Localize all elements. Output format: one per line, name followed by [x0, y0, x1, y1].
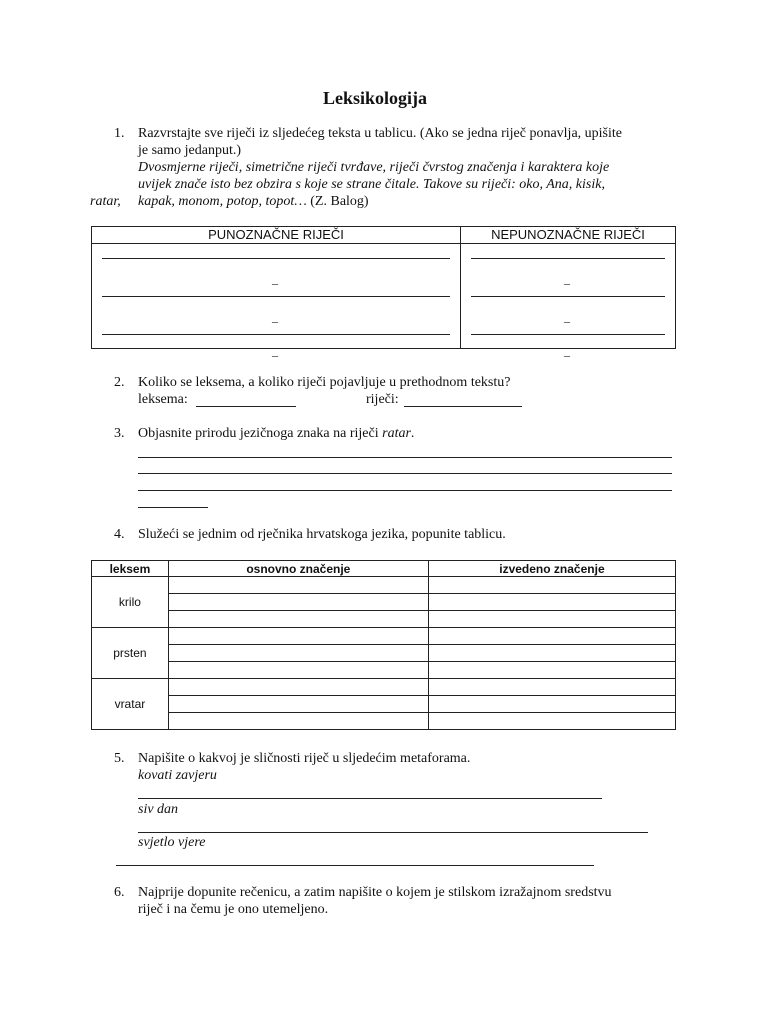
page-title: Leksikologija: [323, 88, 428, 108]
table-cell[interactable]: [428, 594, 675, 611]
q3-text-main: Objasnite prirodu jezičnoga znaka na riječi: [138, 426, 379, 441]
punoznacne-answer-cell[interactable]: [92, 244, 461, 358]
q2-text: Koliko se leksema, a koliko riječi pojavljuje u prethodnom tekstu?: [138, 375, 511, 390]
dash: _: [272, 344, 278, 358]
table-cell[interactable]: [168, 679, 428, 696]
q3-answer-line[interactable]: [138, 473, 672, 474]
header-izvedeno: izvedeno značenje: [428, 561, 675, 577]
q1-source: (Z. Balog): [310, 194, 369, 209]
header-osnovno: osnovno značenje: [168, 561, 428, 577]
table-cell[interactable]: [168, 713, 428, 730]
nepunoznacne-answer-cell[interactable]: [461, 244, 676, 358]
table-cell[interactable]: [428, 713, 675, 730]
q3-end: .: [410, 426, 415, 441]
table-cell[interactable]: [428, 611, 675, 628]
q3-word: ratar: [382, 426, 411, 441]
col-nepunoznacne-header: NEPUNOZNAČNE RIJEČI: [461, 227, 676, 244]
table-cell[interactable]: [428, 645, 675, 662]
header-leksem: leksem: [92, 561, 169, 577]
q5-answer-line[interactable]: [138, 832, 648, 833]
table-cell[interactable]: [428, 662, 675, 679]
table-cell[interactable]: [168, 696, 428, 713]
q5-metaphor-2: siv dan: [138, 802, 179, 817]
row-label-vratar: vratar: [92, 679, 169, 730]
q1-quote-line2: uvijek znače isto bez obzira s koje se strane čitale. Takove su riječi: oko, Ana, kisik,: [138, 177, 605, 192]
q5-number: 5.: [114, 751, 125, 766]
q1-text-line2: je samo jedanput.): [138, 143, 242, 158]
table-cell[interactable]: [168, 611, 428, 628]
q1-quote-line3a: ratar,: [90, 194, 121, 209]
q4-number: 4.: [114, 527, 125, 542]
table-cell[interactable]: [168, 662, 428, 679]
col-punoznacne-header: PUNOZNAČNE RIJEČI: [92, 227, 461, 244]
q5-metaphor-3: svjetlo vjere: [138, 835, 206, 850]
q6-text-line1: Najprije dopunite rečenicu, a zatim napišite o kojem je stilskom izražajnom sredstvu: [138, 885, 612, 900]
dash: _: [272, 310, 278, 324]
q5-answer-line[interactable]: [116, 865, 594, 866]
table-cell[interactable]: [168, 577, 428, 594]
row-label-prsten: prsten: [92, 628, 169, 679]
q2-leksema-answer-line[interactable]: [196, 406, 296, 407]
dash: _: [272, 272, 278, 286]
q2-rijeci-answer-line[interactable]: [404, 406, 522, 407]
table-cell[interactable]: [168, 645, 428, 662]
table-cell[interactable]: [428, 679, 675, 696]
q3-answer-line[interactable]: [138, 490, 672, 491]
q2-number: 2.: [114, 375, 125, 390]
q2-rijeci-label: riječi:: [366, 392, 399, 407]
table-cell[interactable]: [428, 628, 675, 645]
q5-text: Napišite o kakvoj je sličnosti riječ u sljedećim metaforama.: [138, 751, 471, 766]
q6-number: 6.: [114, 885, 125, 900]
dash: _: [564, 310, 570, 324]
q4-text: Služeći se jednim od rječnika hrvatskoga jezika, popunite tablicu.: [138, 527, 506, 542]
q1-quote-words: kapak, monom, potop, topot…: [138, 194, 307, 209]
dash: _: [564, 272, 570, 286]
q5-answer-line[interactable]: [138, 798, 602, 799]
q3-number: 3.: [114, 426, 125, 441]
word-classification-table: [91, 226, 676, 358]
table-cell[interactable]: [168, 628, 428, 645]
q3-text: [138, 426, 414, 442]
q3-answer-line[interactable]: [138, 507, 208, 508]
row-label-krilo: krilo: [92, 577, 169, 628]
q2-leksema-label: leksema:: [138, 392, 188, 407]
q3-answer-line[interactable]: [138, 457, 672, 458]
q1-number: 1.: [114, 126, 125, 141]
q1-text-line1: Razvrstajte sve riječi iz sljedećeg teksta u tablicu. (Ako se jedna riječ ponavlja, upišite: [138, 126, 622, 141]
q1-quote-line3: [138, 194, 369, 210]
table-cell[interactable]: [428, 696, 675, 713]
q5-metaphor-1: kovati zavjeru: [138, 768, 217, 783]
q6-text-line2: riječ i na čemu je ono utemeljeno.: [138, 902, 329, 917]
dash: _: [564, 344, 570, 358]
table-cell[interactable]: [428, 577, 675, 594]
meaning-table: [91, 560, 676, 730]
q1-quote-line1: Dvosmjerne riječi, simetrične riječi tvrđave, riječi čvrstog značenja i karaktera koje: [138, 160, 610, 175]
table-cell[interactable]: [168, 594, 428, 611]
